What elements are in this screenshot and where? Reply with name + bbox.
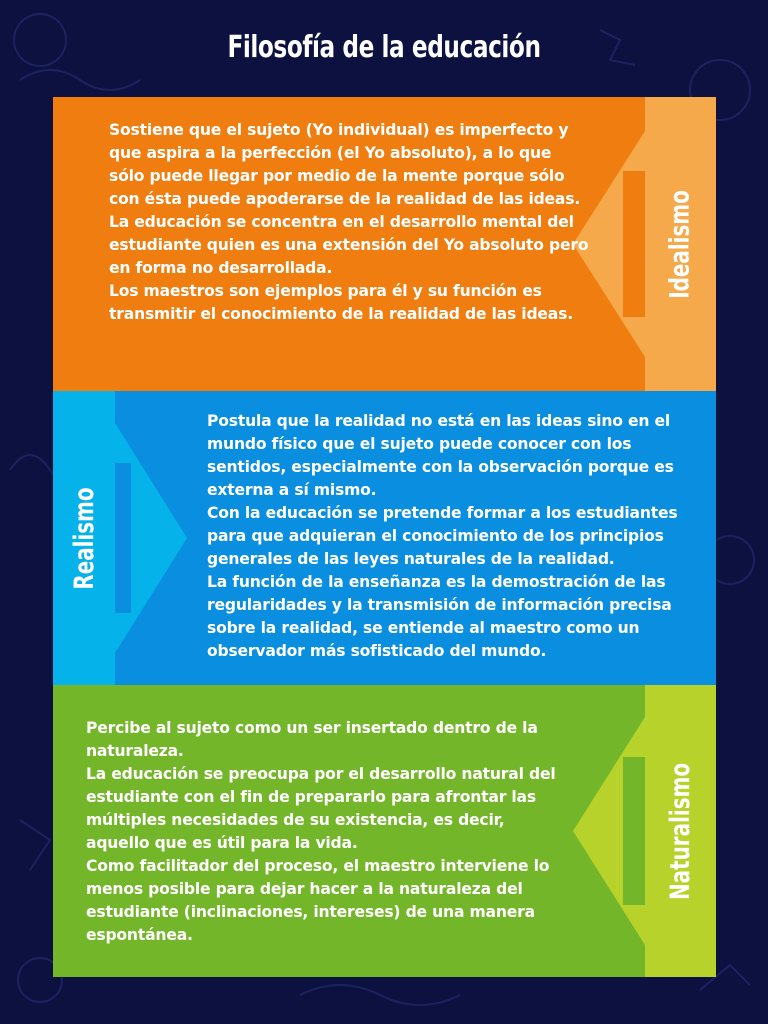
naturalismo-side-tab (645, 685, 716, 977)
paragraph: Postula que la realidad no está en las ideas sino en el mundo físico que el sujeto puede conocer con los sentidos, especialmente con la observación porque es externa a sí mismo. (207, 412, 674, 499)
naturalismo-text (86, 717, 571, 947)
paragraph: Percibe al sujeto como un ser insertado dentro de la naturaleza. (86, 719, 538, 760)
paragraph: Como facilitador del proceso, el maestro interviene lo menos posible para dejar hacer a la naturaleza del estudiante (inclinaciones, intereses) de una manera espontánea. (86, 857, 550, 944)
idealismo-label: Idealismo (665, 189, 697, 299)
paragraph: Sostiene que el sujeto (Yo individual) es imperfecto y que aspira a la perfección (el Yo absoluto), a lo que sólo puede llegar por medio de la mente porque sólo con ésta puede apoderarse de la realidad de las ideas. (109, 121, 581, 208)
idealismo-text (109, 119, 589, 326)
left-arrow-icon (573, 717, 645, 945)
right-arrow-icon (115, 423, 187, 653)
naturalismo-label: Naturalismo (665, 762, 697, 900)
paragraph: La educación se concentra en el desarrollo mental del estudiante quien es una extensión del Yo absoluto pero en forma no desarrollada. (109, 213, 589, 277)
realismo-panel (53, 391, 716, 685)
page-title: Filosofía de la educación (227, 30, 541, 65)
paragraph: Con la educación se pretende formar a los estudiantes para que adquieran el conocimiento de los principios generales de las leyes naturales de la realidad. (207, 504, 678, 568)
paragraph: La educación se preocupa por el desarrollo natural del estudiante con el fin de prepararlo para afrontar las múltiples necesidades de su existencia, es decir, aquello que es útil para la vida. (86, 765, 556, 852)
idealismo-side-tab (645, 97, 716, 391)
paragraph: Los maestros son ejemplos para él y su función es transmitir el conocimiento de la realidad de las ideas. (109, 282, 573, 323)
realismo-text (207, 410, 699, 663)
paragraph: La función de la enseñanza es la demostración de las regularidades y la transmisión de información precisa sobre la realidad, se entiende al maestro como un observador más sofisticado del mundo. (207, 573, 672, 660)
idealismo-panel (53, 97, 716, 391)
realismo-side-tab (53, 391, 115, 685)
naturalismo-panel (53, 685, 716, 977)
realismo-label: Realismo (68, 486, 100, 590)
